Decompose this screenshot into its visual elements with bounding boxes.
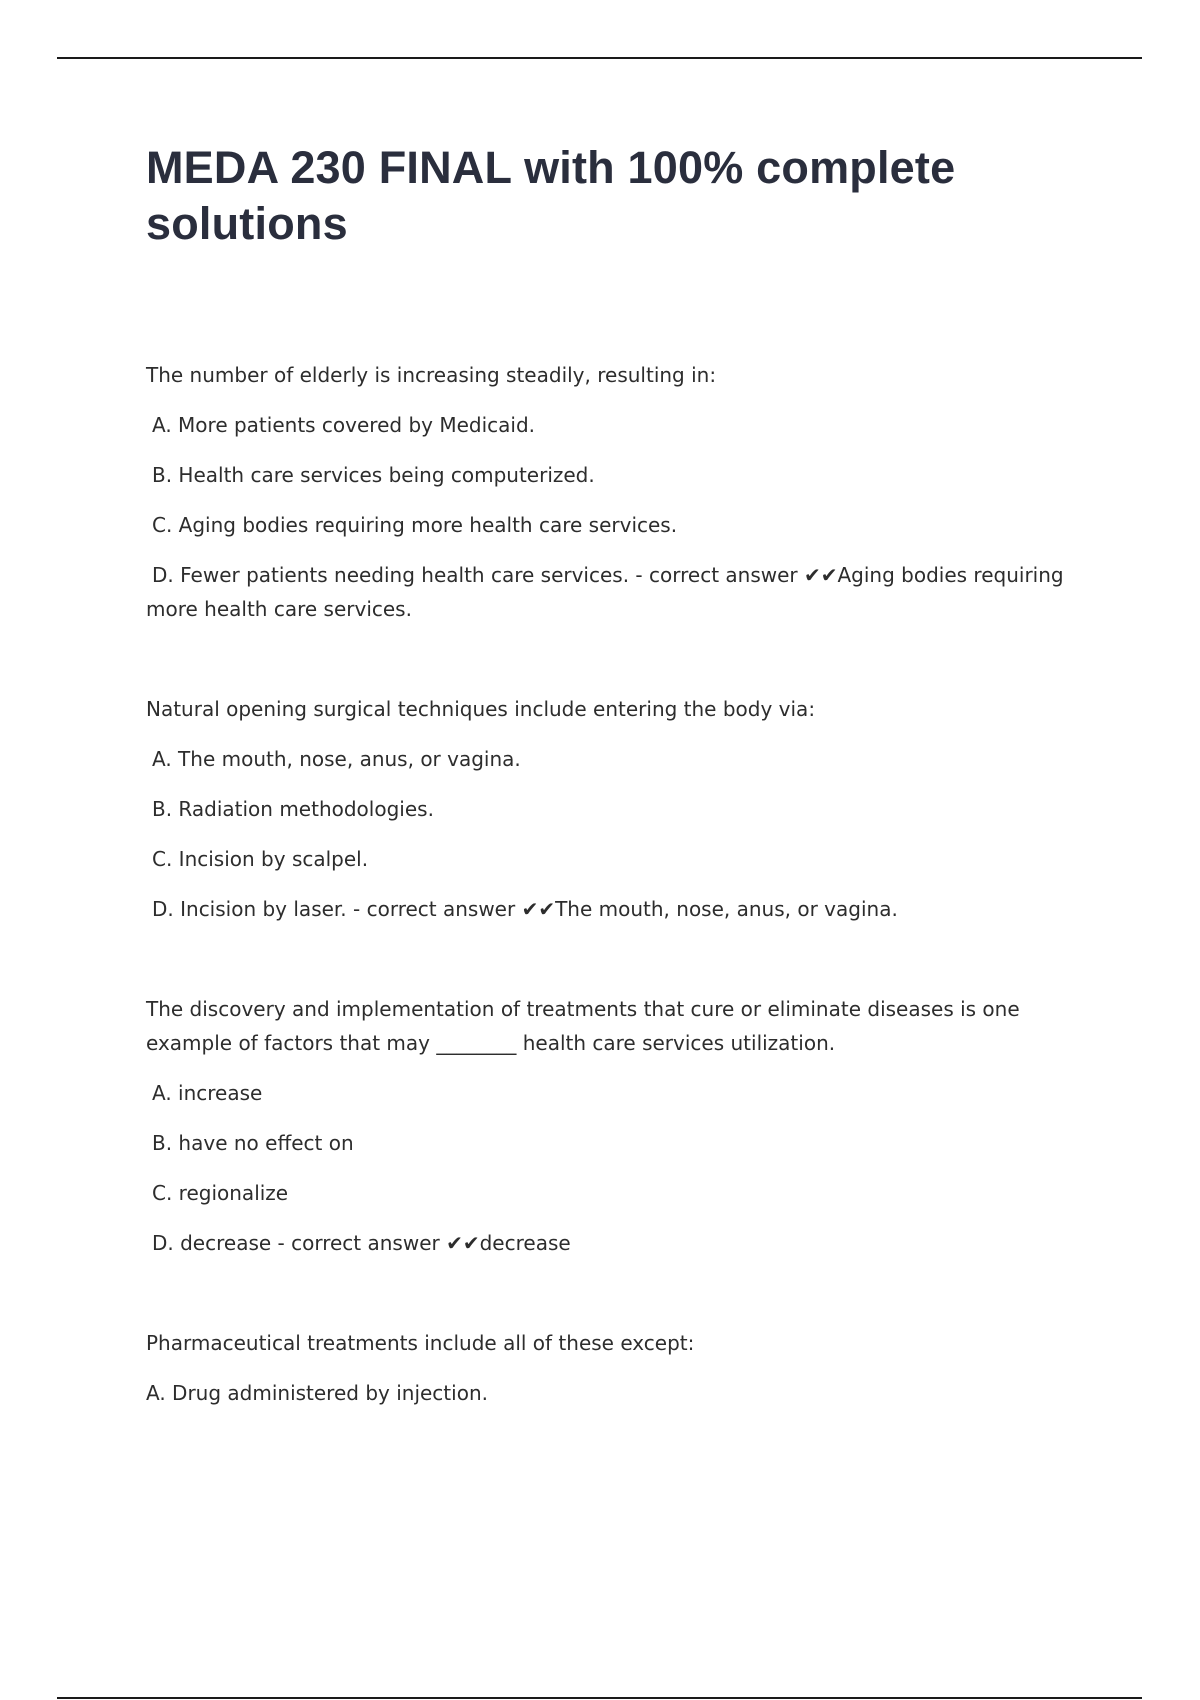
answer-option: C. Aging bodies requiring more health care services. [152,513,678,537]
question-list [146,358,1096,1410]
question-text: Natural opening surgical techniques include entering the body via: [146,697,816,721]
question-block [146,692,1096,926]
top-divider [57,57,1142,59]
question-text: The discovery and implementation of treatments that cure or eliminate diseases is one example of factors that may ________ health care services utilization. [146,997,1020,1055]
answer-option-with-correct-answer: D. decrease - correct answer ✔✔decrease [152,1231,571,1255]
answer-option: B. Health care services being computerized. [152,463,595,487]
answer-option: C. Incision by scalpel. [152,847,369,871]
document-title: MEDA 230 FINAL with 100% complete solutions [146,142,956,249]
answer-option: B. have no effect on [152,1131,354,1155]
answer-option-with-correct-answer: D. Fewer patients needing health care services. - correct answer ✔✔Aging bodies requiring more health care services. [146,563,1064,621]
bottom-divider [57,1697,1142,1699]
answer-option: C. regionalize [152,1181,289,1205]
answer-option: A. The mouth, nose, anus, or vagina. [152,747,521,771]
document-body [146,140,1096,1410]
question-block [146,358,1096,626]
answer-option: A. Drug administered by injection. [146,1381,488,1405]
question-text: The number of elderly is increasing steadily, resulting in: [146,363,717,387]
question-block [146,992,1096,1260]
answer-option: A. More patients covered by Medicaid. [152,413,536,437]
question-text: Pharmaceutical treatments include all of these except: [146,1331,695,1355]
answer-option: A. increase [152,1081,263,1105]
question-block [146,1326,1096,1410]
answer-option: B. Radiation methodologies. [152,797,434,821]
answer-option-with-correct-answer: D. Incision by laser. - correct answer ✔✔The mouth, nose, anus, or vagina. [152,897,898,921]
